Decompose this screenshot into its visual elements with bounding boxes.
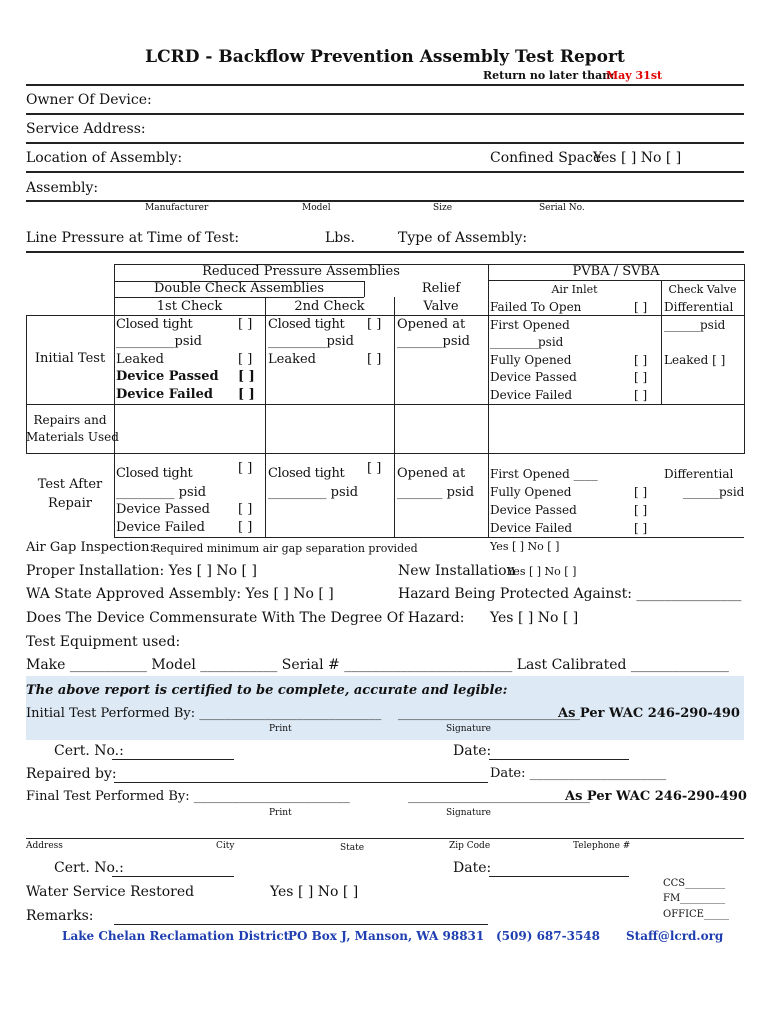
signature-label-2: Signature bbox=[446, 808, 492, 818]
service-line bbox=[26, 142, 744, 144]
check2-header: 2nd Check bbox=[294, 299, 365, 314]
location-label: Location of Assembly: bbox=[26, 150, 183, 166]
assembly-line bbox=[26, 200, 744, 202]
device-passed-1: Device Passed bbox=[116, 369, 219, 384]
return-date: May 31st bbox=[606, 69, 663, 82]
table-line bbox=[114, 297, 364, 298]
address-line[interactable] bbox=[26, 838, 744, 839]
sub-size: Size bbox=[433, 203, 453, 213]
confined-options[interactable]: Yes [ ] No [ ] bbox=[593, 150, 682, 166]
rp-header: Reduced Pressure Assemblies bbox=[202, 264, 400, 279]
proper-installation[interactable]: Proper Installation: Yes [ ] No [ ] bbox=[26, 563, 257, 579]
wa-state-approved[interactable]: WA State Approved Assembly: Yes [ ] No [ ] bbox=[26, 586, 334, 602]
confined-label: Confined Space bbox=[490, 150, 602, 166]
return-label: Return no later than: bbox=[483, 69, 615, 82]
cert-no-line[interactable] bbox=[112, 759, 234, 760]
office-field[interactable]: OFFICE_____ bbox=[663, 909, 729, 920]
initial-test-label: Initial Test bbox=[34, 351, 106, 366]
diff-after-psid[interactable]: ______psid bbox=[683, 485, 745, 499]
table-line bbox=[364, 281, 365, 297]
repaired-by-line[interactable] bbox=[114, 782, 488, 783]
owner-line bbox=[26, 113, 744, 115]
cert-no-label: Cert. No.: bbox=[54, 743, 124, 759]
materials-label: Materials Used bbox=[26, 430, 119, 444]
checkbox[interactable]: [ ] bbox=[367, 317, 382, 332]
closed-tight-1: Closed tight bbox=[116, 317, 193, 332]
address-label: Address bbox=[26, 841, 63, 851]
opened-at: Opened at bbox=[397, 317, 466, 332]
print-label-2: Print bbox=[269, 808, 292, 818]
zip-label: Zip Code bbox=[449, 841, 491, 851]
closed-tight-after-2: Closed tight bbox=[268, 466, 345, 481]
location-line bbox=[26, 171, 744, 173]
test-equipment-label: Test Equipment used: bbox=[26, 634, 181, 650]
table-line bbox=[394, 297, 395, 537]
air-gap-label: Air Gap Inspection: bbox=[26, 540, 154, 555]
repaired-by-label: Repaired by: bbox=[26, 766, 117, 782]
checkbox[interactable]: [ ] bbox=[634, 485, 648, 499]
remarks-label: Remarks: bbox=[26, 908, 94, 924]
owner-label: Owner Of Device: bbox=[26, 92, 152, 108]
remarks-line[interactable] bbox=[114, 924, 488, 925]
first-opened-after[interactable]: First Opened ____ bbox=[490, 467, 598, 481]
opened-at-after: Opened at bbox=[397, 466, 466, 481]
water-service-label: Water Service Restored bbox=[26, 884, 195, 900]
sub-model: Model bbox=[302, 203, 331, 213]
telephone-label: Telephone # bbox=[573, 841, 631, 851]
relief-header: Relief bbox=[421, 281, 461, 296]
ccs-field[interactable]: CCS________ bbox=[663, 878, 726, 889]
checkbox[interactable]: [ ] bbox=[238, 317, 253, 332]
valve-header: Valve bbox=[423, 299, 459, 314]
differential: Differential bbox=[664, 300, 734, 314]
cert-no-label-2: Cert. No.: bbox=[54, 860, 124, 876]
air-gap-options[interactable]: Yes [ ] No [ ] bbox=[490, 540, 560, 553]
divider bbox=[26, 84, 744, 86]
checkbox[interactable]: [ ] bbox=[634, 370, 648, 384]
date-line[interactable] bbox=[489, 759, 629, 760]
dc-header: Double Check Assemblies bbox=[154, 281, 324, 296]
check-valve-header: Check Valve bbox=[668, 283, 737, 296]
new-installation-options[interactable]: Yes [ ] No [ ] bbox=[507, 565, 577, 578]
checkbox[interactable]: [ ] bbox=[634, 353, 648, 367]
cv-leaked[interactable]: Leaked [ ] bbox=[664, 353, 726, 367]
print-label: Print bbox=[269, 724, 292, 734]
pv-device-passed: Device Passed bbox=[490, 370, 577, 384]
leaked-2: Leaked bbox=[268, 352, 316, 367]
signature-label: Signature bbox=[446, 724, 492, 734]
after-device-passed: Device Passed bbox=[116, 502, 210, 517]
pv-device-failed: Device Failed bbox=[490, 388, 573, 402]
wac-label: As Per WAC 246-290-490 bbox=[558, 706, 740, 721]
initial-signature-line[interactable]: ____________________________ bbox=[398, 706, 580, 721]
checkbox[interactable]: [ ] bbox=[634, 300, 648, 314]
date-label: Date: bbox=[453, 743, 492, 759]
fully-opened-after: Fully Opened bbox=[490, 485, 572, 499]
differential-after: Differential bbox=[664, 467, 734, 481]
commensurate-options[interactable]: Yes [ ] No [ ] bbox=[490, 610, 579, 626]
table-line bbox=[488, 280, 744, 281]
pvba-header: PVBA / SVBA bbox=[572, 264, 660, 279]
repaired-date[interactable]: Date: _____________________ bbox=[490, 766, 667, 781]
leaked-1: Leaked bbox=[116, 352, 164, 367]
pv-after-passed: Device Passed bbox=[490, 503, 577, 517]
after-device-failed: Device Failed bbox=[116, 520, 205, 535]
first-opened: First Opened bbox=[490, 318, 570, 332]
device-failed-1: Device Failed bbox=[116, 387, 213, 402]
page-title: LCRD - Backflow Prevention Assembly Test Report bbox=[145, 47, 625, 67]
state-label: State bbox=[340, 843, 365, 853]
checkbox[interactable]: [ ] bbox=[634, 503, 648, 517]
air-gap-detail: Required minimum air gap separation provided bbox=[152, 542, 418, 555]
checkbox[interactable]: [ ] bbox=[238, 369, 255, 384]
checkbox[interactable]: [ ] bbox=[367, 352, 382, 367]
assembly-label: Assembly: bbox=[26, 180, 99, 196]
service-label: Service Address: bbox=[26, 121, 146, 137]
hazard-protected[interactable]: Hazard Being Protected Against: _______________ bbox=[398, 586, 742, 602]
relief-psid[interactable]: _______psid bbox=[397, 334, 470, 349]
initial-test-by[interactable]: Initial Test Performed By: ____________________________ bbox=[26, 706, 382, 721]
repair-label: Repair bbox=[48, 496, 92, 511]
table-line bbox=[265, 297, 266, 537]
closed-tight-after-1: Closed tight bbox=[116, 466, 193, 481]
table-line bbox=[26, 315, 744, 316]
failed-to-open: Failed To Open bbox=[490, 300, 582, 314]
table-line bbox=[26, 453, 744, 454]
psid-after-1[interactable]: _________ psid bbox=[116, 485, 207, 500]
relief-after-psid[interactable]: _______ psid bbox=[397, 485, 475, 500]
checkbox[interactable]: [ ] bbox=[238, 502, 253, 517]
closed-tight-2: Closed tight bbox=[268, 317, 345, 332]
type-label: Type of Assembly: bbox=[398, 230, 528, 246]
footer-phone: (509) 687-3548 bbox=[496, 929, 601, 943]
test-after-label: Test After bbox=[37, 477, 103, 492]
checkbox[interactable]: [ ] bbox=[238, 352, 253, 367]
commensurate-label: Does The Device Commensurate With The Degree Of Hazard: bbox=[26, 610, 465, 626]
checkbox[interactable]: [ ] bbox=[634, 388, 648, 402]
checkbox[interactable]: [ ] bbox=[238, 520, 253, 535]
certification-statement: The above report is certified to be complete, accurate and legible: bbox=[26, 683, 508, 698]
psid-field[interactable]: _________psid bbox=[268, 334, 354, 349]
sub-serial: Serial No. bbox=[539, 203, 585, 213]
table-line bbox=[661, 280, 662, 404]
water-service-options[interactable]: Yes [ ] No [ ] bbox=[270, 884, 359, 900]
checkbox[interactable]: [ ] bbox=[634, 521, 648, 535]
pv-after-failed: Device Failed bbox=[490, 521, 573, 535]
checkbox[interactable]: [ ] bbox=[238, 461, 253, 476]
final-signature-line[interactable]: ____________________________ bbox=[408, 789, 590, 804]
table-line bbox=[744, 264, 745, 454]
fully-opened: Fully Opened bbox=[490, 353, 572, 367]
pressure-line bbox=[26, 251, 744, 253]
city-label: City bbox=[216, 841, 235, 851]
equipment-line[interactable]: Make ___________ Model ___________ Serial # ________________________ Last Calibrated ______________ bbox=[26, 657, 729, 673]
final-test-by[interactable]: Final Test Performed By: ________________________ bbox=[26, 789, 350, 804]
check1-header: 1st Check bbox=[156, 299, 223, 314]
cert-no-line-2[interactable] bbox=[112, 876, 234, 877]
table-line bbox=[26, 404, 744, 405]
diff-psid[interactable]: ______psid bbox=[664, 318, 726, 332]
pv-psid[interactable]: ________psid bbox=[490, 335, 564, 349]
air-inlet-header: Air Inlet bbox=[551, 283, 598, 296]
checkbox[interactable]: [ ] bbox=[238, 387, 255, 402]
fm-field[interactable]: FM_________ bbox=[663, 893, 726, 904]
wac-label-2: As Per WAC 246-290-490 bbox=[565, 789, 747, 804]
repairs-label: Repairs and bbox=[33, 413, 107, 427]
table-line bbox=[488, 264, 489, 538]
new-installation-label: New Installation bbox=[398, 563, 516, 579]
footer-email[interactable]: Staff@lcrd.org bbox=[626, 929, 724, 943]
pressure-label: Line Pressure at Time of Test: bbox=[26, 230, 240, 246]
checkbox[interactable]: [ ] bbox=[367, 461, 382, 476]
date-line-2[interactable] bbox=[489, 876, 629, 877]
lbs-label: Lbs. bbox=[325, 230, 355, 246]
psid-after-2[interactable]: _________ psid bbox=[268, 485, 359, 500]
footer-org: Lake Chelan Reclamation District bbox=[62, 929, 290, 943]
footer-address: PO Box J, Manson, WA 98831 bbox=[288, 929, 485, 943]
psid-field[interactable]: _________psid bbox=[116, 334, 202, 349]
sub-manufacturer: Manufacturer bbox=[145, 203, 209, 213]
table-line bbox=[114, 537, 744, 538]
date-label-2: Date: bbox=[453, 860, 492, 876]
